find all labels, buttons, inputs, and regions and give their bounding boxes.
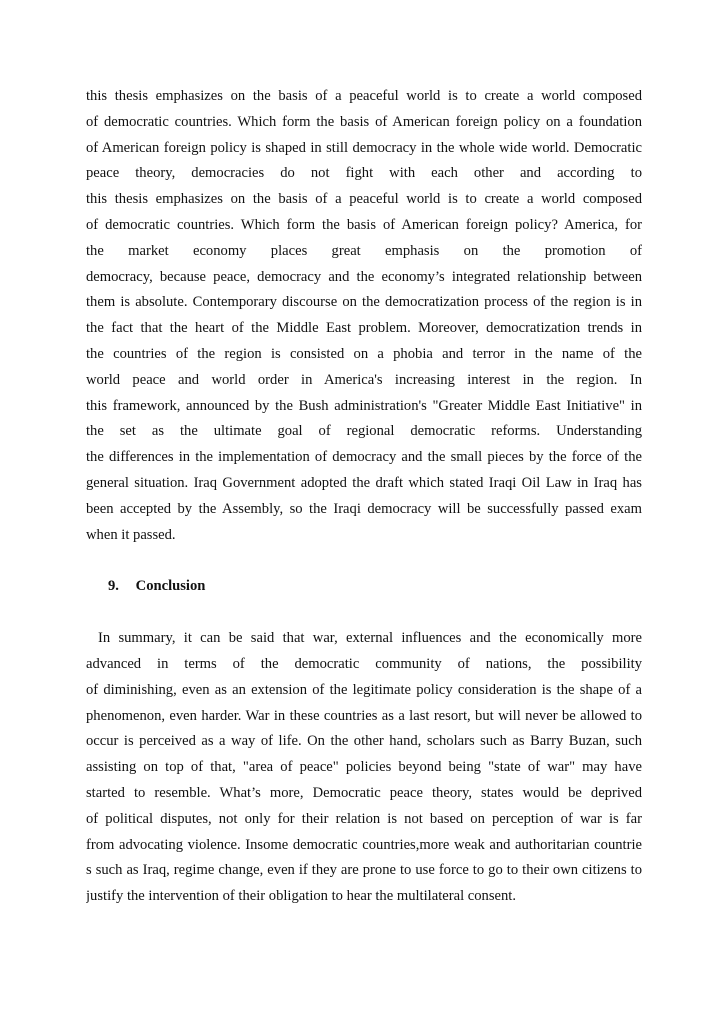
text-line: justify the intervention of their obligation to hear the multilateral consent. — [86, 888, 516, 905]
text-line: s such as Iraq, regime change, even if they are prone to use force to go to their own citizens to — [86, 862, 642, 879]
text-line: general situation. Iraq Government adopted the draft which stated Iraqi Oil Law in Iraq has — [86, 474, 642, 491]
text-line: of diminishing, even as an extension of the legitimate policy consideration is the shape of a — [86, 681, 642, 698]
text-line: when it passed. — [86, 526, 176, 543]
body-paragraph — [86, 84, 642, 548]
text-line: the set as the ultimate goal of regional democratic reforms. Understanding — [86, 423, 642, 440]
section-title: Conclusion — [135, 578, 206, 595]
text-line: of political disputes, not only for their relation is not based on perception of war is far — [86, 810, 642, 827]
text-line: assisting on top of that, "area of peace" policies beyond being "state of war" may have — [86, 759, 642, 776]
conclusion-paragraph — [86, 626, 642, 910]
text-line: democracy, because peace, democracy and the economy’s integrated relationship between — [86, 268, 642, 285]
text-line: started to resemble. What’s more, Democratic peace theory, states would be deprived — [86, 784, 642, 801]
text-line: them is absolute. Contemporary discourse on the democratization process of the region is in — [86, 294, 642, 311]
document-page — [86, 84, 642, 910]
text-line: peace theory, democracies do not fight with each other and according to — [86, 165, 642, 182]
section-number: 9. — [108, 578, 119, 595]
text-line: this framework, announced by the Bush administration's "Greater Middle East Initiative" in — [86, 397, 642, 414]
text-line: the differences in the implementation of democracy and the small pieces by the force of the — [86, 449, 642, 466]
text-line: occur is perceived as a way of life. On the other hand, scholars such as Barry Buzan, such — [86, 733, 642, 750]
text-line: In summary, it can be said that war, external influences and the economically more — [98, 630, 642, 647]
text-line: world peace and world order in America's increasing interest in the region. In — [86, 371, 642, 388]
text-line: advanced in terms of the democratic community of nations, the possibility — [86, 655, 642, 672]
text-line: the countries of the region is consisted on a phobia and terror in the name of the — [86, 345, 642, 362]
text-line: of democratic countries. Which form the basis of American foreign policy on a foundation — [86, 113, 642, 130]
text-line: been accepted by the Assembly, so the Iraqi democracy will be successfully passed exam — [86, 500, 642, 517]
text-line: of democratic countries. Which form the basis of American foreign policy? America, for — [86, 216, 642, 233]
text-line: this thesis emphasizes on the basis of a peaceful world is to create a world composed — [86, 191, 642, 208]
text-line: this thesis emphasizes on the basis of a peaceful world is to create a world composed — [86, 88, 642, 104]
text-line: of American foreign policy is shaped in still democracy in the whole wide world. Democratic — [86, 139, 642, 156]
section-heading — [86, 574, 642, 600]
text-line: from advocating violence. Insome democratic countries,more weak and authoritarian countrie — [86, 836, 642, 853]
text-line: phenomenon, even harder. War in these countries as a last resort, but will never be allowed to — [86, 707, 642, 724]
text-line: the fact that the heart of the Middle East problem. Moreover, democratization trends in — [86, 320, 642, 337]
text-line: the market economy places great emphasis on the promotion of — [86, 242, 642, 259]
